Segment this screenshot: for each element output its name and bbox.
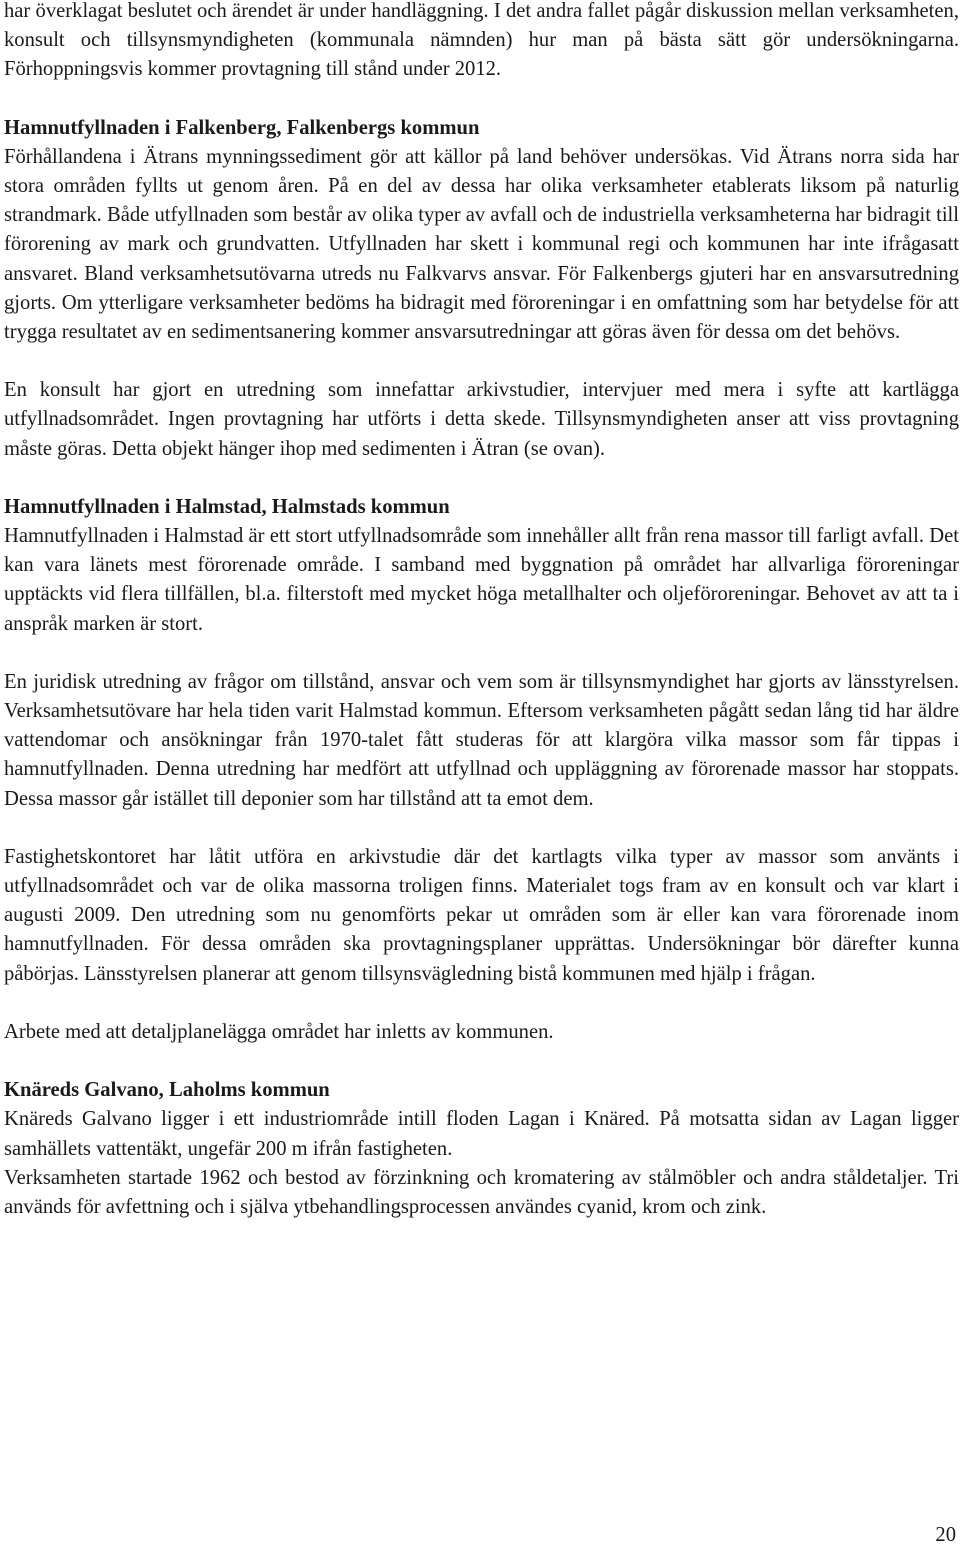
heading-halmstad: Hamnutfyllnaden i Halmstad, Halmstads kommun: [4, 495, 450, 518]
paragraph-halmstad-legal: En juridisk utredning av frågor om tillstånd, ansvar och vem som är tillsynsmyndighet har gjorts av länsstyrelsen. Verksamhetsutövare har hela tiden varit Halmstad kommun. Eftersom verksamheten pågått sedan lång tid har äldre vattendomar och ansökningar från 1970-talet fått studeras för att klargöra vilka massor som får tippas i hamnutfyllnaden. Denna utredning har medfört att utfyllnad och uppläggning av förorenade massor har stoppats. Dessa massor går istället till deponier som har tillstånd att ta emot dem.: [4, 670, 959, 810]
paragraph-appeal-status: har överklagat beslutet och ärendet är under handläggning. I det andra fallet pågår diskussion mellan verksamheten, konsult och tillsynsmyndigheten (kommunala nämnden) hur man på bästa sätt gör undersökningarna. Förhoppningsvis kommer provtagning till stånd under 2012.: [4, 0, 959, 81]
paragraph-falkenberg-sources: Förhållandena i Ätrans mynningssediment gör att källor på land behöver undersökas. Vid Ätrans norra sida har stora områden fyllts ut genom åren. På en del av dessa har olika verksamheter etablerats liksom på naturlig strandmark. Både utfyllnaden som består av olika typer av avfall och de industriella verksamheterna har bidragit till förorening av mark och grundvatten. Utfyllnaden har skett i kommunal regi och kommunen har inte ifrågasatt ansvaret. Bland verksamhetsutövarna utreds nu Falkvarvs ansvar. För Falkenbergs gjuteri har en ansvarsutredning gjorts. Om ytterligare verksamheter bedöms ha bidragit med föroreningar i en omfattning som har betydelse för att trygga resultatet av en sedimentsanering kommer ansvarsutredningar att göras även för dessa om det behövs.: [4, 145, 959, 344]
paragraph-halmstad-planning: Arbete med att detaljplanelägga området har inletts av kommunen.: [4, 1020, 554, 1043]
paragraph-knared-location: Knäreds Galvano ligger i ett industriområde intill floden Lagan i Knäred. På motsatta sidan av Lagan ligger samhällets vattentäkt, ungefär 200 m ifrån fastigheten.: [4, 1108, 959, 1160]
heading-knared: Knäreds Galvano, Laholms kommun: [4, 1079, 330, 1102]
paragraph-halmstad-fill: Hamnutfyllnaden i Halmstad är ett stort utfyllnadsområde som innehåller allt från rena massor till farligt avfall. Det kan vara länets mest förorenade område. I samband med byggnation på området har allvarliga föroreningar upptäckts vid flera tillfällen, bl.a. filterstoft med mycket höga metallhalter och oljeföroreningar. Behovet av att ta i anspråk marken är stort.: [4, 525, 959, 635]
paragraph-falkenberg-consultant: En konsult har gjort en utredning som innefattar arkivstudier, intervjuer med mera i syfte att kartlägga utfyllnadsområdet. Ingen provtagning har utförts i detta skede. Tillsynsmyndigheten anser att viss provtagning måste göras. Detta objekt hänger ihop med sedimenten i Ätran (se ovan).: [4, 379, 959, 460]
document-page: [4, 0, 959, 1222]
heading-falkenberg: Hamnutfyllnaden i Falkenberg, Falkenbergs kommun: [4, 116, 480, 139]
paragraph-knared-history: Verksamheten startade 1962 och bestod av förzinkning och kromatering av stålmöbler och andra ståldetaljer. Tri används för avfettning och i själva ytbehandlingsprocessen användes cyanid, krom och zink.: [4, 1166, 959, 1218]
page-number: 20: [935, 1524, 956, 1546]
paragraph-halmstad-archive: Fastighetskontoret har låtit utföra en arkivstudie där det kartlagts vilka typer av massor som använts i utfyllnadsområdet och var de olika massorna troligen finns. Materialet togs fram av en konsult och var klart i augusti 2009. Den utredning som nu genomförts pekar ut områden som är eller kan vara förorenade inom hamnutfyllnaden. För dessa områden ska provtagningsplaner upprättas. Undersökningar bör därefter kunna påbörjas. Länsstyrelsen planerar att genom tillsynsvägledning bistå kommunen med hjälp i frågan.: [4, 845, 959, 985]
